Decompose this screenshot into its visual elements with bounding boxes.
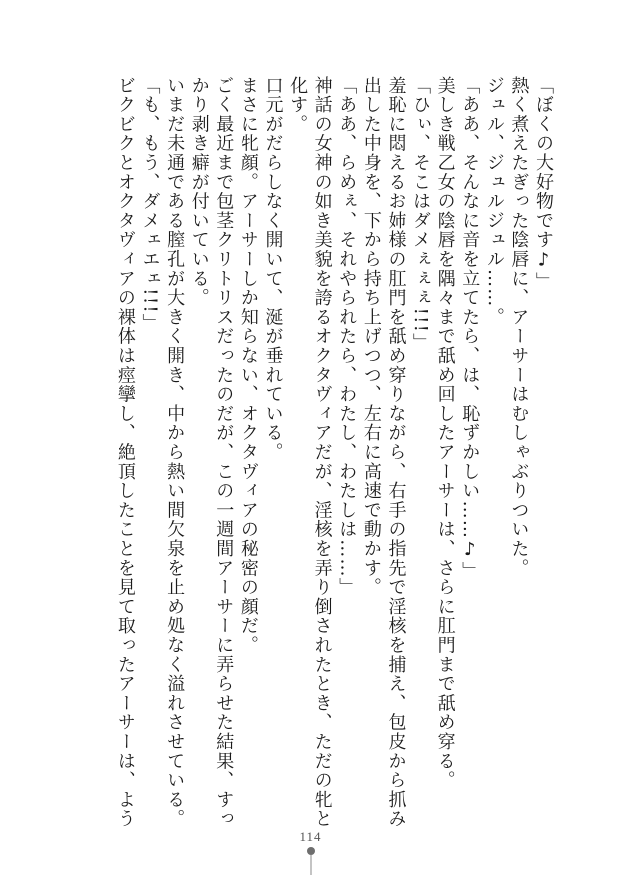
pin-ornament-icon: [304, 845, 318, 875]
text-line: 熱く煮えたぎった陰唇に、アーサーはむしゃぶりついた。: [508, 76, 530, 578]
text-line: 羞恥に悶えるお姉様の肛門を舐め穿りながら、右手の指先で淫核を捕え、包皮から抓み: [385, 76, 407, 829]
text-line: 「ああ、そんなに音を立てたら、は、恥ずかしい……♪」: [459, 76, 481, 581]
text-line: 口元がだらしなく開いて、涎が垂れている。: [262, 76, 284, 462]
text-line: 神話の女神の如き美貌を誇るオクタヴィアだが、淫核を弄り倒されたとき、ただの牝と: [311, 76, 333, 829]
text-line: いまだ未通である膣孔が大きく開き、中から熱い間欠泉を止め処なく溢れさせている。: [164, 76, 186, 829]
page-number: 114: [299, 829, 322, 844]
text-line: 美しき戦乙女の陰唇を隅々まで舐め回したアーサーは、さらに肛門まで舐め穿る。: [434, 76, 456, 791]
body-text: [112, 76, 555, 829]
text-line: かり剥き癖が付いている。: [188, 76, 210, 308]
text-line: 「も、もう、ダメェエェ!!!」: [139, 76, 161, 334]
page-footer: [0, 826, 621, 845]
text-line: ビクビクとオクタヴィアの裸体は痙攣し、絶頂したことを見て取ったアーサーは、よう: [114, 76, 136, 829]
text-line: ジュル、ジュルジュル……。: [483, 76, 505, 327]
text-line: 「ひぃ、そこはダメぇぇぇ!!!」: [410, 76, 432, 353]
text-line: まさに牝顔。アーサーしか知らない、オクタヴィアの秘密の顔だ。: [237, 76, 259, 655]
text-line: 出した中身を、下から持ち上げつつ、左右に高速で動かす。: [360, 76, 382, 598]
text-line: 「ああ、らめぇ、それやられたら、わたし、わたしは……」: [336, 76, 358, 598]
text-line: 化す。: [287, 76, 309, 134]
text-line: ごく最近まで包茎クリトリスだったのだが、この一週間アーサーに弄らせた結果、すっ: [213, 76, 235, 829]
text-line: 「ぼくの大好物です♪」: [533, 76, 554, 292]
